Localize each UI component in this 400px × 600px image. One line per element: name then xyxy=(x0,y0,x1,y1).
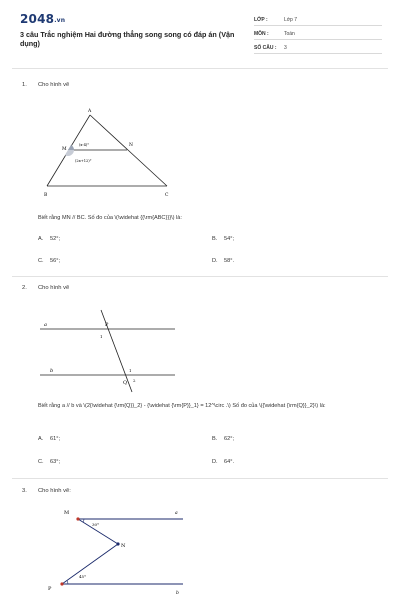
q3-angle-p: 45° xyxy=(79,574,87,579)
q2-option-a-letter: A. xyxy=(38,436,44,442)
q1-angle-label-1: (x-4)° xyxy=(79,143,90,147)
question-3-label: Cho hình vẽ: xyxy=(38,488,71,494)
q1-label-b: B xyxy=(44,193,48,198)
logo-main: 2048 xyxy=(20,12,55,26)
q3-line-label-b: b xyxy=(176,591,179,596)
q1-option-d-letter: D. xyxy=(212,258,218,264)
meta-count-key: SỐ CÂU : xyxy=(254,45,277,51)
q1-option-a-letter: A. xyxy=(38,236,44,242)
q1-option-b-letter: B. xyxy=(212,236,218,242)
q2-point-label-p: P xyxy=(105,322,109,328)
q2-point-label-q: Q xyxy=(123,380,128,386)
q1-option-c-letter: C. xyxy=(38,258,44,264)
q3-line-label-a: a xyxy=(175,511,178,516)
q3-label-n: N xyxy=(121,543,126,549)
q2-option-c-letter: C. xyxy=(38,459,44,465)
q1-label-n: N xyxy=(129,143,133,148)
q2-line-label-b: b xyxy=(50,368,54,374)
q3-angle-m: 30° xyxy=(92,522,100,527)
q1-option-b-text: 54°; xyxy=(224,236,235,242)
q2-angle-q1: 1 xyxy=(129,368,132,373)
q1-option-a-text: 52°; xyxy=(50,236,61,242)
q2-option-d-text: 64°. xyxy=(224,459,235,465)
meta-count-value: 3 xyxy=(284,45,287,51)
meta-class-value: Lớp 7 xyxy=(284,17,298,23)
question-2-text: Biết rằng a // b và \(2{\widehat {\rm{Q}}_2} - {\widehat {\rm{P}}_1} = 12^\circ .\) Số đo của \({\widehat {\rm{Q}}_2}\) là: xyxy=(38,403,326,409)
meta-class-key: LỚP : xyxy=(254,17,268,23)
q2-angle-p1: 1 xyxy=(100,334,103,339)
q3-point-n xyxy=(116,542,119,545)
q3-label-m: M xyxy=(64,510,70,516)
q1-label-m: M xyxy=(62,147,67,152)
question-1-text: Biết rằng MN // BC. Số đo của \(\widehat {{\rm{ABC}}}\) là: xyxy=(38,215,182,221)
q2-option-b-letter: B. xyxy=(212,436,218,442)
document-title: 3 câu Trắc nghiệm Hai đường thẳng song song có đáp án (Vận dụng) xyxy=(20,30,235,48)
q1-option-c-text: 56°; xyxy=(50,258,61,264)
q1-label-a: A xyxy=(88,109,92,114)
q3-point-p xyxy=(60,582,63,585)
q1-angle-label-2: (2x+12)° xyxy=(75,159,92,163)
q2-option-c-text: 63°; xyxy=(50,459,61,465)
meta-subject-value: Toán xyxy=(284,31,295,37)
q1-option-d-text: 58°. xyxy=(224,258,235,264)
q2-option-b-text: 62°; xyxy=(224,436,235,442)
question-2-number: 2. xyxy=(22,285,27,291)
q2-line-label-a: a xyxy=(44,322,47,328)
question-3-number: 3. xyxy=(22,488,27,494)
question-1-label: Cho hình vẽ xyxy=(38,82,70,88)
meta-subject-key: MÔN : xyxy=(254,31,269,37)
question-2-label: Cho hình vẽ xyxy=(38,285,70,291)
logo-suffix: .vn xyxy=(54,17,66,24)
q2-option-d-letter: D. xyxy=(212,459,218,465)
q2-angle-q2: 2 xyxy=(133,378,136,383)
q1-label-c: C xyxy=(165,193,169,198)
question-1-number: 1. xyxy=(22,82,27,88)
q3-point-m xyxy=(76,517,79,520)
q2-option-a-text: 61°; xyxy=(50,436,61,442)
q3-label-p: P xyxy=(48,586,52,592)
